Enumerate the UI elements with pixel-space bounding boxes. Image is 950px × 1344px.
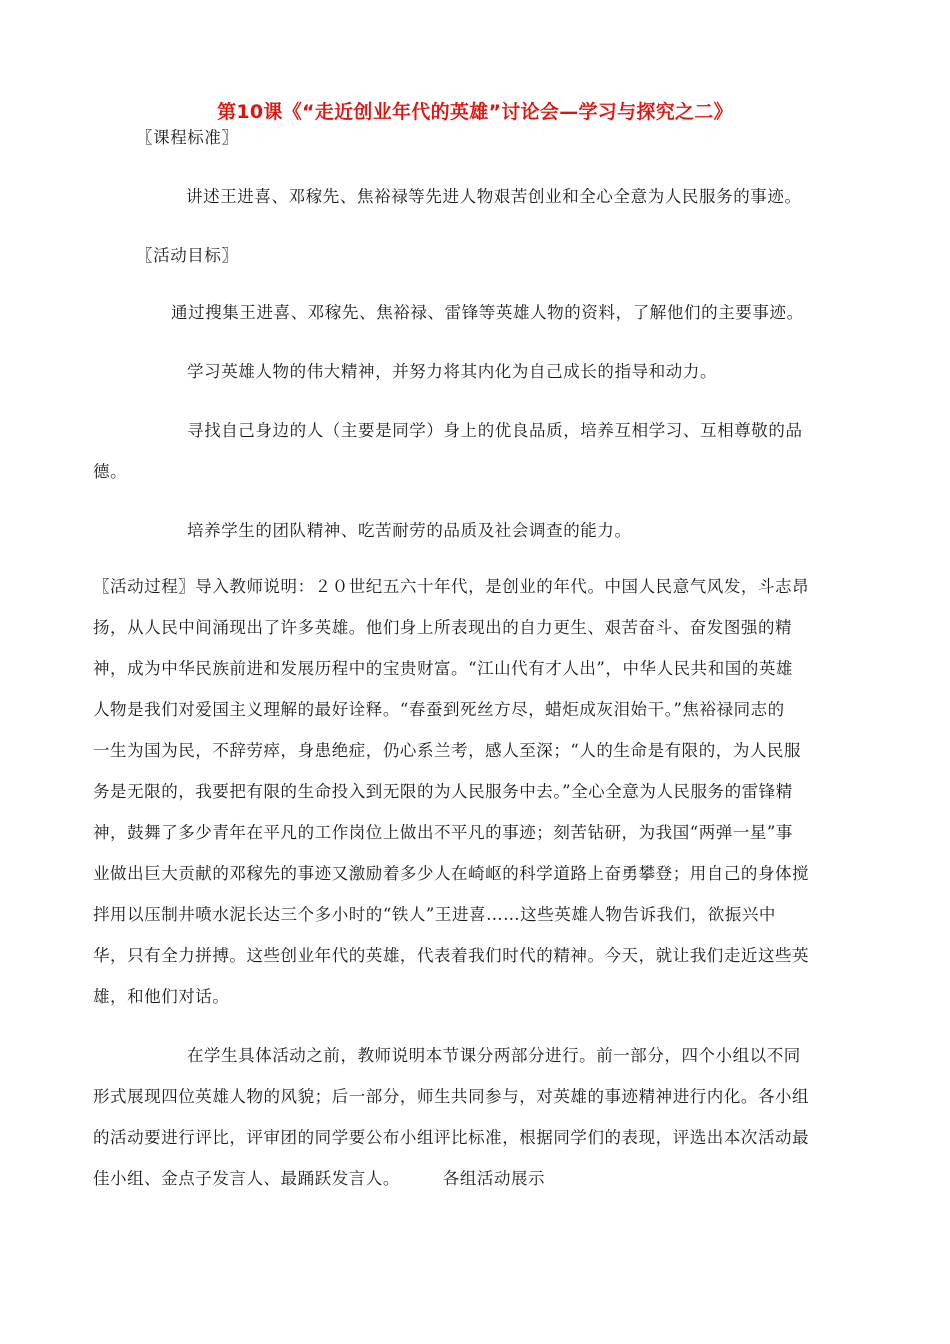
teacher-line: 佳小组、金点子发言人、最踊跃发言人。 各组活动展示 bbox=[93, 1169, 546, 1188]
process-line: 业做出巨大贡献的邓稼先的事迹又激励着多少人在崎岖的科学道路上奋勇攀登；用自己的身体搅 bbox=[93, 864, 810, 883]
process-line: 人物是我们对爱国主义理解的最好诠释。“春蚕到死丝方尽，蜡炬成灰泪始干。”焦裕禄同志的 bbox=[93, 700, 785, 719]
process-line: 务是无限的，我要把有限的生命投入到无限的为人民服务中去。”全心全意为人民服务的雷锋精 bbox=[93, 782, 793, 801]
teacher-line: 在学生具体活动之前，教师说明本节课分两部分进行。前一部分，四个小组以不同 bbox=[187, 1046, 801, 1065]
process-line: 〖活动过程〗导入教师说明：２０世纪五六十年代，是创业的年代。中国人民意气风发，斗志昂 bbox=[93, 577, 810, 596]
process-line: 神，成为中华民族前进和发展历程中的宝贵财富。“江山代有才人出”，中华人民共和国的英雄 bbox=[93, 659, 793, 678]
teacher-line: 形式展现四位英雄人物的风貌；后一部分，师生共同参与，对英雄的事迹精神进行内化。各小组 bbox=[93, 1087, 810, 1106]
goal-item-3-line-2: 德。 bbox=[93, 462, 128, 481]
course-standard-heading: 〖课程标准〗 bbox=[136, 128, 239, 147]
goal-item-3-line-1: 寻找自己身边的人（主要是同学）身上的优良品质，培养互相学习、互相尊敬的品 bbox=[187, 421, 803, 440]
process-line: 一生为国为民，不辞劳瘁，身患绝症，仍心系兰考，感人至深；“人的生命是有限的，为人民服 bbox=[93, 741, 802, 760]
process-line: 神，鼓舞了多少青年在平凡的工作岗位上做出不平凡的事迹；刻苦钻研，为我国“两弹一星”事 bbox=[93, 823, 793, 842]
goal-item-4: 培养学生的团队精神、吃苦耐劳的品质及社会调查的能力。 bbox=[187, 521, 632, 540]
course-standard-text: 讲述王进喜、邓稼先、焦裕禄等先进人物艰苦创业和全心全意为人民服务的事迹。 bbox=[186, 187, 802, 206]
page-title: 第10课《“走近创业年代的英雄”讨论会—学习与探究之二》 bbox=[217, 101, 733, 123]
process-line: 扬，从人民中间涌现出了许多英雄。他们身上所表现出的自力更生、艰苦奋斗、奋发图强的精 bbox=[93, 618, 793, 637]
goal-item-2: 学习英雄人物的伟大精神，并努力将其内化为自己成长的指导和动力。 bbox=[187, 362, 718, 381]
activity-goal-heading: 〖活动目标〗 bbox=[136, 246, 239, 265]
process-line: 雄，和他们对话。 bbox=[93, 987, 230, 1006]
process-line: 华，只有全力拼搏。这些创业年代的英雄，代表着我们时代的精神。今天，就让我们走近这些英 bbox=[93, 946, 810, 965]
goal-item-1: 通过搜集王进喜、邓稼先、焦裕禄、雷锋等英雄人物的资料，了解他们的主要事迹。 bbox=[171, 303, 804, 322]
process-line: 拌用以压制井喷水泥长达三个多小时的“铁人”王进喜……这些英雄人物告诉我们，欲振兴中 bbox=[93, 905, 776, 924]
teacher-line: 的活动要进行评比，评审团的同学要公布小组评比标准，根据同学们的表现，评选出本次活动最 bbox=[93, 1128, 810, 1147]
